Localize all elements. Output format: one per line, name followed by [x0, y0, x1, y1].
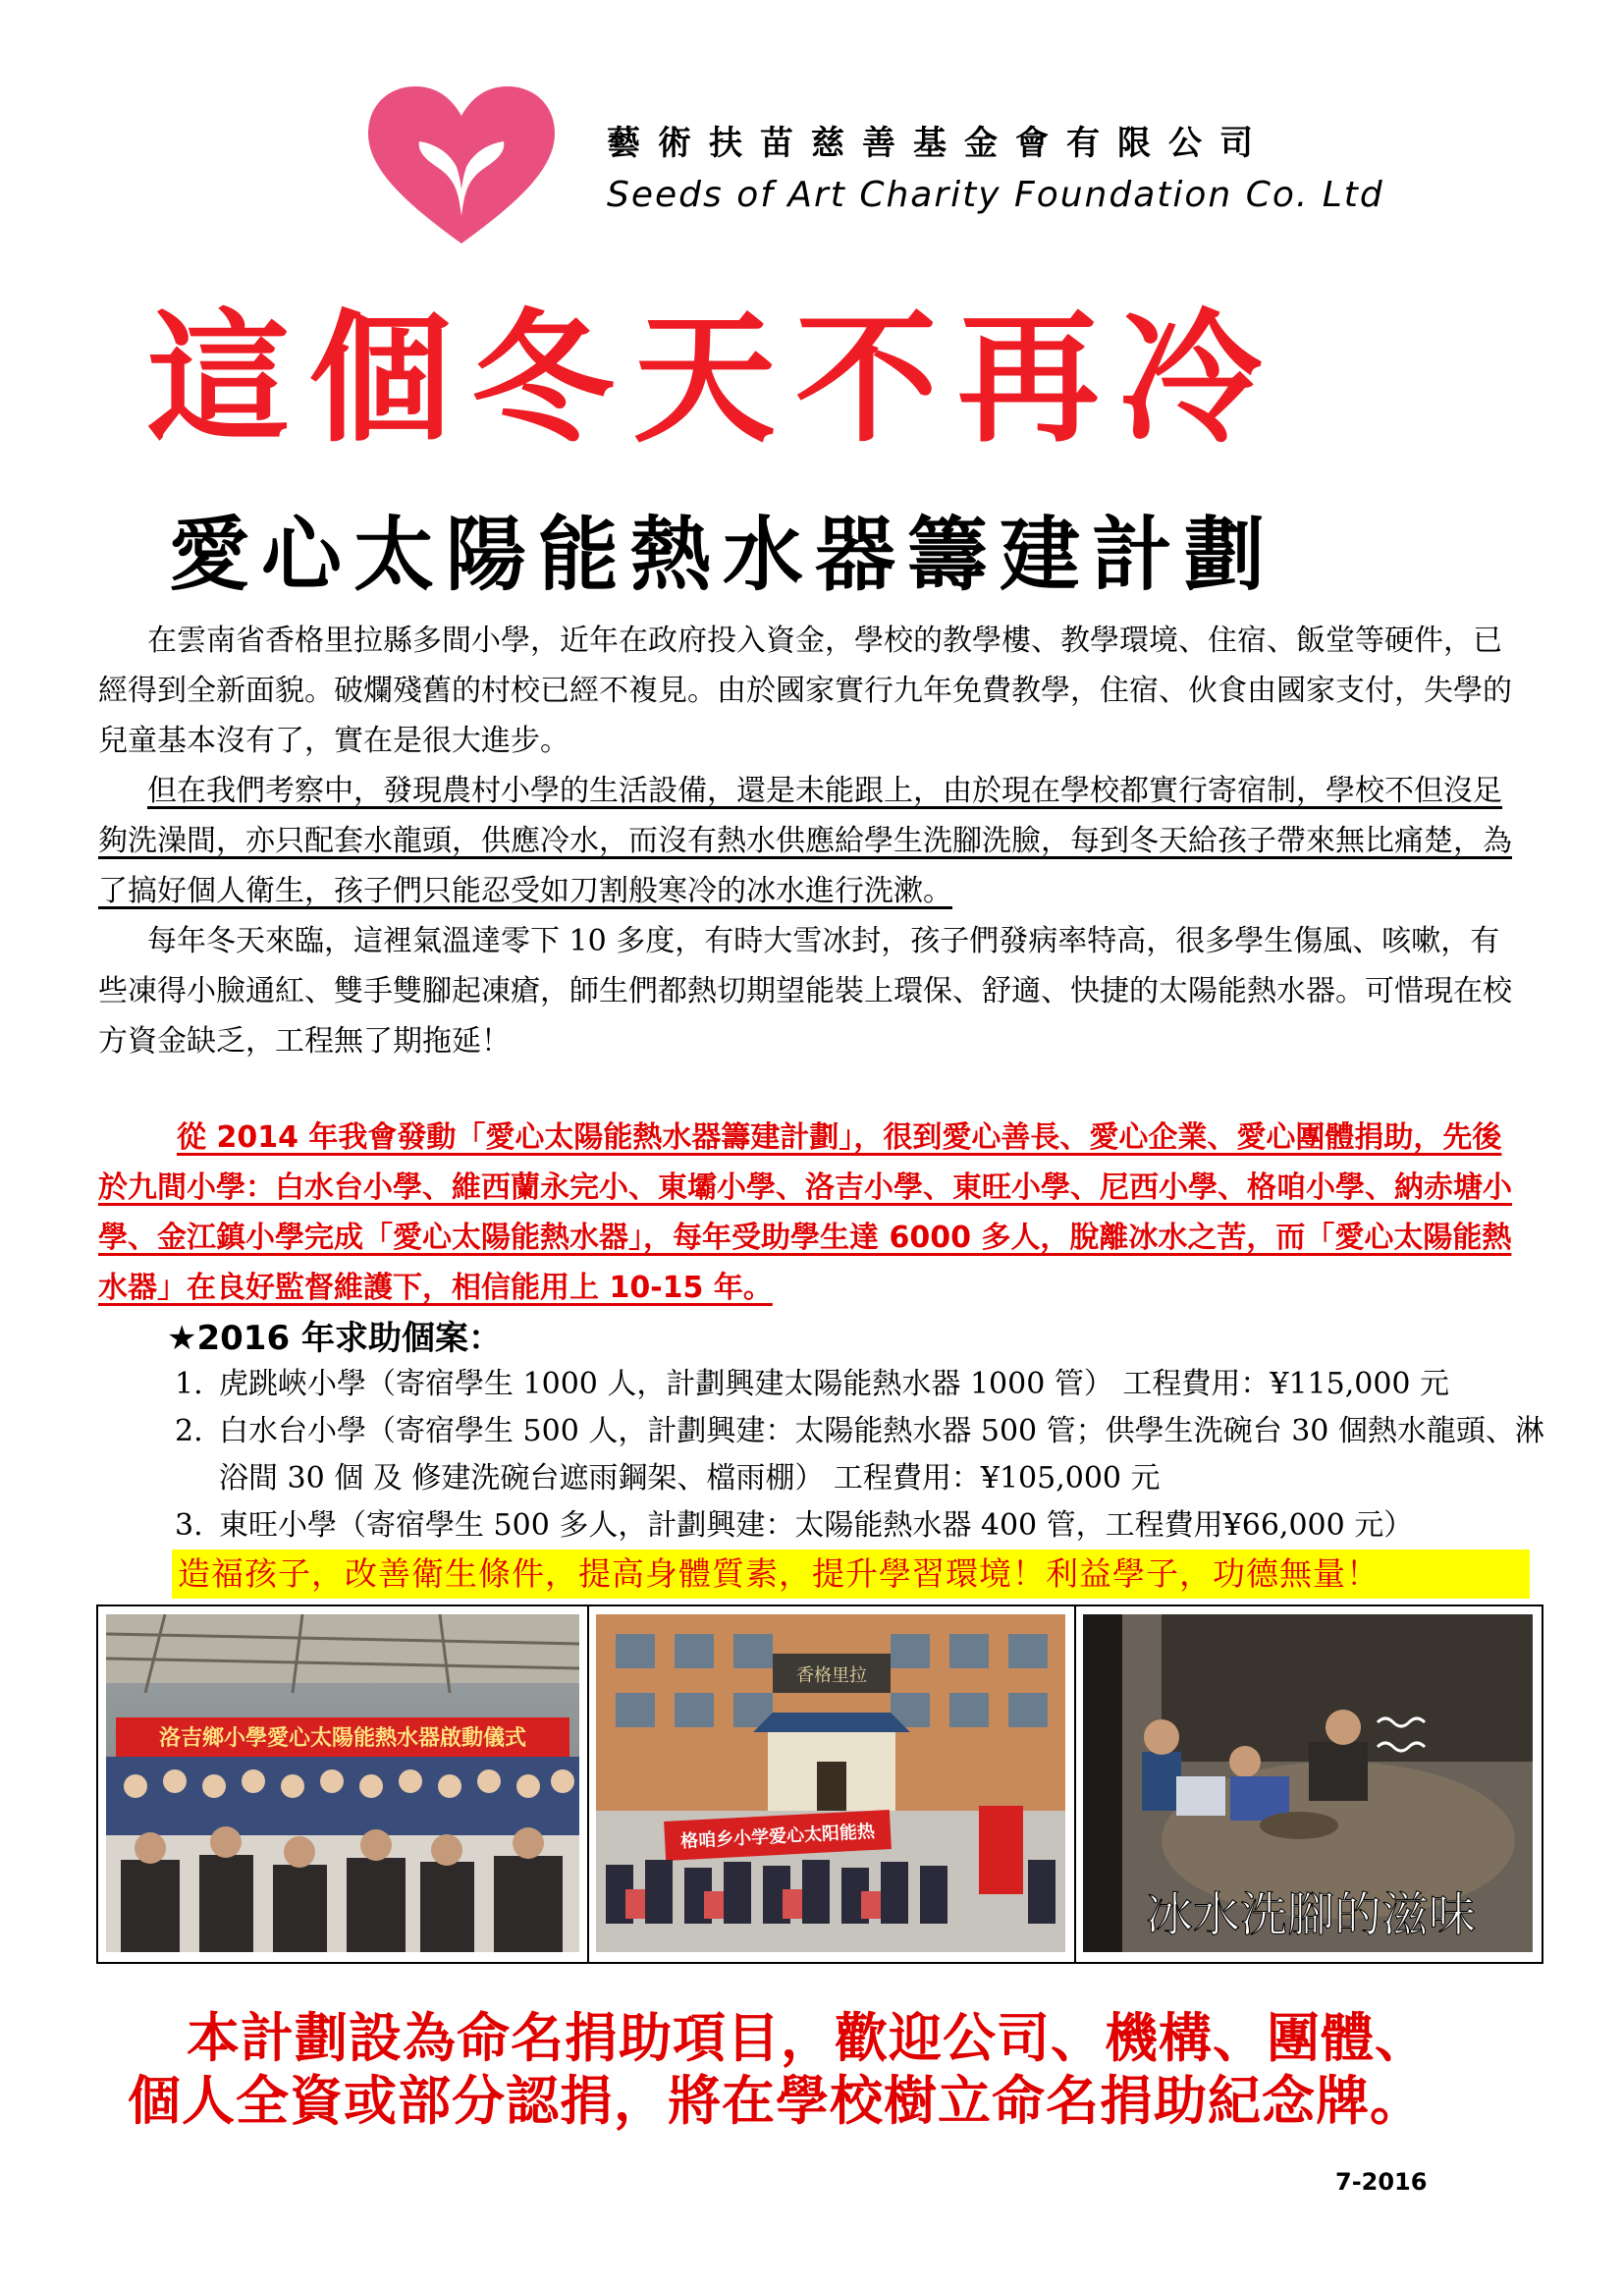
photo1-banner-text: 洛吉鄉小學愛心太陽能熱水器啟動儀式 — [158, 1726, 527, 1751]
paragraph-achievements: 從 2014 年我會發動「愛心太陽能熱水器籌建計劃」，很到愛心善長、愛心企業、愛心團體捐助，先後於九間小學：白水台小學、維西蘭永完小、東壩小學、洛吉小學、東旺小學、尼西小學、格咱小學、納赤塘小學、金江鎮小學完成「愛心太陽能熱水器」，每年受助學生達 6000 多人，脫離冰水之苦，而「愛心太陽能熱水器」在良好監督維護下，相信能用上 10-15 年。 — [98, 1120, 1512, 1305]
photo-ceremony — [106, 1614, 579, 1952]
slogan-highlight: 造福孩子，改善衛生條件，提高身體質素，提升學習環境！利益學子，功德無量！ — [172, 1550, 1530, 1599]
case-item — [175, 1361, 1549, 1408]
poster-title: 這個冬天不再冷 — [147, 297, 1281, 462]
case-number: 2. — [175, 1414, 203, 1448]
case-number: 3. — [175, 1508, 203, 1543]
case-text: 東旺小學（寄宿學生 500 多人，計劃興建：太陽能熱水器 400 管，工程費用¥66,000 元） — [219, 1508, 1414, 1543]
org-name-en: Seeds of Art Charity Foundation Co. Ltd — [607, 175, 1384, 215]
photo2-sign-text: 香格里拉 — [796, 1665, 867, 1686]
photo-divider — [587, 1606, 589, 1962]
case-item — [175, 1408, 1549, 1502]
photo-divider — [1074, 1606, 1076, 1962]
paragraph-intro: 在雲南省香格里拉縣多間小學，近年在政府投入資金，學校的教學樓、教學環境、住宿、飯堂等硬件，已經得到全新面貌。破爛殘舊的村校已經不複見。由於國家實行九年免費教學，住宿、伙食由國家支付，失學的兒童基本沒有了，實在是很大進步。 — [98, 624, 1512, 758]
case-item — [175, 1502, 1549, 1550]
poster-subtitle: 愛心太陽能熱水器籌建計劃 — [169, 509, 1277, 602]
photo2-banner-text: 格咱乡小学爱心太阳能热 — [679, 1821, 876, 1853]
case-text: 白水台小學（寄宿學生 500 人，計劃興建：太陽能熱水器 500 管；供學生洗碗台 30 個熱水龍頭、淋浴間 30 個 及 修建洗碗台遮雨鋼架、檔雨棚） 工程費用：¥105,000 元 — [219, 1414, 1544, 1496]
foundation-logo — [368, 86, 555, 248]
photo-school — [596, 1614, 1065, 1952]
photo-strip — [96, 1605, 1543, 1964]
cases-list — [175, 1361, 1549, 1550]
cases-heading: ★2016 年求助個案： — [167, 1319, 502, 1358]
heart-sprout-icon — [368, 86, 555, 248]
closing-line-1: 本計劃設為命名捐助項目，歡迎公司、機構、團體、 — [187, 2007, 1429, 2069]
case-number: 1. — [175, 1367, 203, 1401]
issue-date: 7-2016 — [1335, 2168, 1428, 2196]
photo3-caption: 冰水洗腳的滋味 — [1145, 1887, 1477, 1942]
closing-line-2: 個人全資或部分認捐，將在學校樹立命名捐助紀念牌。 — [128, 2070, 1424, 2132]
paragraph-problem: 但在我們考察中，發現農村小學的生活設備，還是未能跟上，由於現在學校都實行寄宿制，學校不但沒足夠洗澡間，亦只配套水龍頭，供應冷水，而沒有熱水供應給學生洗腳洗臉，每到冬天給孩子帶來無比痛楚，為了搞好個人衛生，孩子們只能忍受如刀割般寒冷的冰水進行洗漱。 — [98, 774, 1512, 908]
case-text: 虎跳峽小學（寄宿學生 1000 人，計劃興建太陽能熱水器 1000 管） 工程費用：¥115,000 元 — [219, 1367, 1450, 1401]
photo-cold-water — [1083, 1614, 1533, 1952]
paragraph-winter: 每年冬天來臨，這裡氣溫達零下 10 多度，有時大雪冰封，孩子們發病率特高，很多學生傷風、咳嗽，有些凍得小臉通紅、雙手雙腳起凍瘡，師生們都熱切期望能裝上環保、舒適、快捷的太陽能熱水器。可惜現在校方資金缺乏，工程無了期拖延！ — [98, 924, 1512, 1059]
org-name-zh: 藝術扶苗慈善基金會有限公司 — [607, 124, 1271, 163]
